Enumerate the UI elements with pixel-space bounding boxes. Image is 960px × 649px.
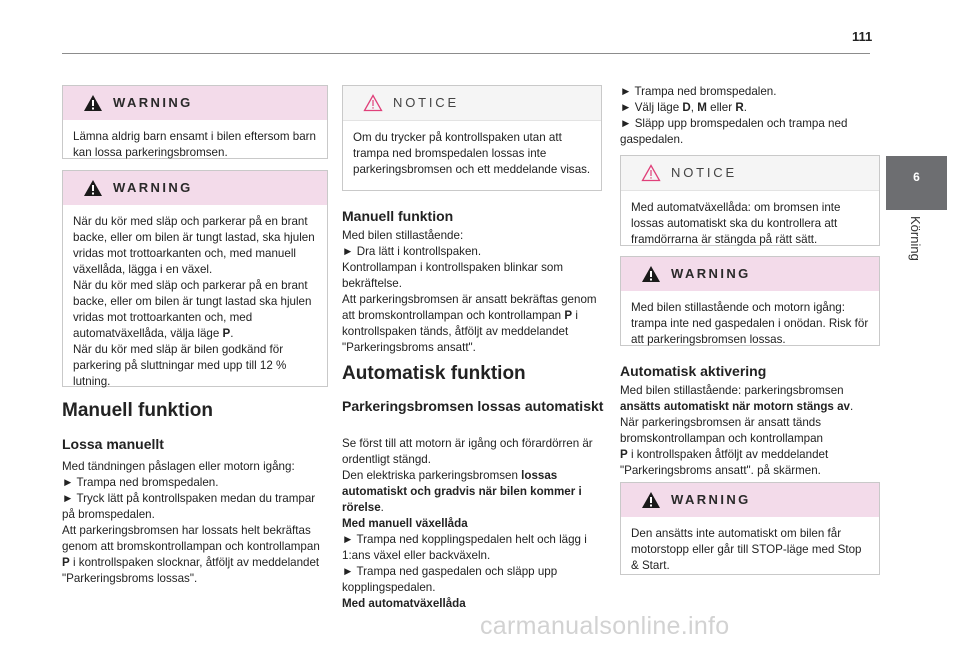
warning-paragraph: När du kör med släp och parkerar på en brant backe, eller om bilen är tungt lastad, ska hjulen vridas mot trottoarkanten och, med manuell växellåda, lägga i en växel. — [73, 215, 315, 276]
body-text — [62, 459, 324, 587]
paragraph: Kontrollampan i kontrollspaken blinkar som bekräftelse. — [342, 261, 564, 290]
notice-icon — [641, 164, 661, 182]
step: ► Släpp upp bromspedalen och trampa ned gaspedalen. — [620, 117, 848, 146]
notice-icon — [363, 94, 383, 112]
section-heading: Manuell funktion — [62, 400, 213, 421]
gear-p: P — [222, 327, 231, 340]
warning-title: WARNING — [671, 492, 751, 507]
punct: . — [850, 400, 854, 413]
warning-box-accelerator — [620, 256, 880, 346]
paragraph: i kontrollspaken slocknar, åtföljt av meddelandet "Parkeringsbroms lossas". — [62, 556, 320, 585]
warning-box-children — [62, 85, 328, 159]
punct: , — [690, 101, 695, 114]
body-text — [620, 84, 882, 148]
chapter-number: 6 — [913, 170, 920, 184]
warning-icon — [83, 94, 103, 112]
header-rule — [62, 53, 870, 54]
lamp-p: P — [564, 309, 573, 322]
paragraph: i kontrollspaken tänds, åtföljt av meddelandet "Parkeringsbroms ansatt". — [342, 309, 578, 354]
paragraph: Med tändningen påslagen eller motorn igång: — [62, 460, 295, 473]
lamp-p: P — [620, 448, 628, 461]
step: ► Tryck lätt på kontrollspaken medan du trampar på bromspedalen. — [62, 492, 316, 521]
warning-paragraph: När du kör med släp och parkerar på en brant backe, eller om bilen är tungt lastad ska hjulen vridas mot trottoarkanten och, med automatväxellåda, välja läge — [73, 279, 312, 340]
chapter-title: Körning — [908, 216, 923, 261]
lamp-p: P — [62, 556, 70, 569]
page-number: 111 — [852, 29, 873, 44]
warning-box-trailer — [62, 170, 328, 387]
step: ► Trampa ned kopplingspedalen helt och lägg i 1:ans växel eller backväxeln. — [342, 533, 587, 562]
gear-r: R — [735, 101, 744, 114]
body-text — [342, 228, 604, 356]
word: eller — [710, 101, 733, 114]
sub-heading: Parkeringsbromsen lossas automatiskt — [342, 398, 604, 414]
watermark: carmanualsonline.info — [480, 612, 730, 640]
step: ► Dra lätt i kontrollspaken. — [342, 245, 482, 258]
warning-title: WARNING — [113, 95, 193, 110]
gear-d: D — [682, 101, 691, 114]
notice-text: Om du trycker på kontrollspaken utan att trampa ned bromspedalen lossas inte parkeringsbromsen och ett meddelande visas. — [353, 131, 591, 176]
warning-text: Med bilen stillastående och motorn igång: trampa inte ned gaspedalen i onödan. Risk för att parkeringsbromsen lossas. — [631, 301, 869, 346]
punct: . — [230, 327, 234, 340]
sub-heading: Automatisk aktivering — [620, 363, 767, 379]
notice-box — [342, 85, 602, 191]
paragraph: Den elektriska parkeringsbromsen — [342, 469, 518, 482]
paragraph: Med bilen stillastående: — [342, 229, 464, 242]
paragraph: När parkeringsbromsen är ansatt tänds bromskontrollampan och kontrollampan — [620, 416, 823, 445]
warning-icon — [641, 491, 661, 509]
paragraph: Att parkeringsbromsen är ansatt bekräftas genom att bromskontrollampan och kontrollampan — [342, 293, 597, 322]
section-heading: Automatisk funktion — [342, 363, 526, 384]
gear-m: M — [697, 101, 707, 114]
chapter-tab — [886, 156, 947, 210]
warning-box-stopstart — [620, 482, 880, 575]
warning-title: WARNING — [113, 180, 193, 195]
warning-text — [63, 205, 327, 400]
body-text — [342, 436, 604, 612]
punct: . — [743, 101, 747, 114]
sub-heading: Manuell funktion — [342, 208, 454, 224]
step: ► Trampa ned bromspedalen. — [62, 476, 219, 489]
step: ► Trampa ned bromspedalen. — [620, 85, 777, 98]
warning-text: Lämna aldrig barn ensamt i bilen eftersom barn kan lossa parkeringsbromsen. — [73, 130, 316, 159]
body-text — [620, 383, 882, 479]
paragraph: Att parkeringsbromsen har lossats helt bekräftas genom att bromskontrollampan och kontrollampan — [62, 524, 320, 553]
paragraph: Se först till att motorn är igång och förardörren är ordentligt stängd. — [342, 437, 593, 466]
emphasis: lossas automatiskt och gradvis när bilen kommer i rörelse — [342, 469, 582, 514]
notice-box — [620, 155, 880, 246]
subsection-label: Med automatväxellåda — [342, 597, 466, 610]
notice-text: Med automatväxellåda: om bromsen inte lossas automatiskt ska du kontrollera att framdörrarna är stängda på rätt sätt. — [631, 201, 841, 246]
notice-title: NOTICE — [671, 165, 737, 180]
punct: . — [380, 501, 384, 514]
warning-icon — [641, 265, 661, 283]
paragraph: i kontrollspaken åtföljt av meddelandet "Parkeringsbroms ansatt". på skärmen. — [620, 448, 829, 477]
emphasis: ansätts automatiskt när motorn stängs av — [620, 400, 851, 413]
warning-paragraph: När du kör med släp är bilen godkänd för parkering på sluttningar med upp till 12 % lutning. — [73, 343, 287, 388]
warning-icon — [83, 179, 103, 197]
step: ► Trampa ned gaspedalen och släpp upp kopplingspedalen. — [342, 565, 558, 594]
warning-text: Den ansätts inte automatiskt om bilen får motorstopp eller går till STOP-läge med Stop & Start. — [631, 527, 862, 572]
subsection-label: Med manuell växellåda — [342, 517, 468, 530]
sub-heading: Lossa manuellt — [62, 436, 164, 452]
notice-title: NOTICE — [393, 95, 459, 110]
warning-title: WARNING — [671, 266, 751, 281]
paragraph: Med bilen stillastående: parkeringsbromsen — [620, 384, 844, 397]
step: ► Välj läge — [620, 101, 680, 114]
